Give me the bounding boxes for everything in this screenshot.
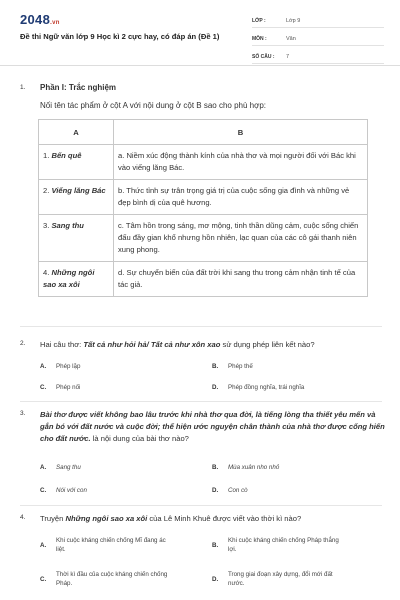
option-text-italic: Mùa xuân nho nhỏ — [228, 464, 280, 471]
option-text — [56, 486, 171, 495]
option-letter: D. — [212, 576, 219, 583]
table-row — [39, 215, 368, 262]
text-part: sử dụng phép liên kết nào? — [220, 340, 315, 349]
option-letter: C. — [40, 384, 47, 391]
option-text-italic: Sang thu — [56, 464, 81, 471]
text-part: của Lê Minh Khuê được viết vào thời kì nào? — [147, 514, 302, 523]
option-letter: B. — [212, 542, 219, 549]
question-text — [40, 339, 380, 351]
work-title: Sang thu — [51, 221, 84, 230]
meta-label: SỐ CÂU : — [252, 53, 275, 60]
meta-value: Lớp 9 — [286, 17, 301, 24]
option-text — [228, 486, 343, 495]
meta-row-subject — [252, 32, 384, 46]
question-number: 1. — [20, 84, 26, 91]
option-letter: A. — [40, 542, 47, 549]
row-number: 2. — [43, 186, 50, 195]
option-letter: C. — [40, 576, 47, 583]
table-cell-a — [39, 215, 114, 262]
quoted-text: Những ngôi sao xa xôi — [65, 514, 148, 523]
quoted-text: Bài thơ được viết không bao lâu trước khi nhà thơ qua đời, là tiếng lòng tha thiết yêu mến và gắn bó với đất nước và cuộc đời; thể hiện ước nguyện chân thành của nhà thơ được cống hiến cho đất nước. — [40, 410, 385, 443]
work-title: Bến quê — [51, 151, 82, 160]
meta-row-class — [252, 14, 384, 28]
option-text: Khi cuộc kháng chiến chống Mĩ đang ác liệt. — [56, 537, 166, 553]
row-number: 1. — [43, 151, 50, 160]
meta-value: Văn — [286, 35, 296, 42]
text-part: Truyện — [40, 514, 66, 523]
option-letter: D. — [212, 384, 219, 391]
work-title: Những ngôi sao xa xôi — [43, 268, 95, 289]
table-cell-b: b. Thức tỉnh sự trân trọng giá trị của cuộc sống gia đình và những vẻ đẹp bình dị của quê hương. — [114, 180, 368, 215]
table-cell-b: d. Sự chuyển biến của đất trời khi sang thu trong cảm nhận tinh tế của tác giả. — [114, 262, 368, 297]
question-number: 3. — [20, 410, 26, 417]
logo-text: 2048 — [20, 12, 51, 27]
option-text: Phép lặp — [56, 363, 81, 370]
part-title: Phần I: Trắc nghiệm — [40, 83, 117, 92]
table-row — [39, 180, 368, 215]
question-instruction: Nối tên tác phẩm ở cột A với nội dung ở cột B sao cho phù hợp: — [40, 101, 267, 110]
matching-table — [38, 119, 368, 297]
table-row — [39, 262, 368, 297]
table-cell-a — [39, 145, 114, 180]
document-title: Đề thi Ngữ văn lớp 9 Học kì 2 cực hay, có đáp án (Đề 1) — [20, 32, 220, 41]
page-header — [0, 0, 400, 66]
table-cell-a — [39, 262, 114, 297]
option-text-italic: Nói với con — [56, 487, 87, 494]
table-cell-b: a. Niềm xúc động thành kính của nhà thơ và mọi người đối với Bác khi vào viếng lăng Bác. — [114, 145, 368, 180]
table-header-row — [39, 120, 368, 145]
document-meta — [252, 14, 384, 68]
option-letter: B. — [212, 464, 219, 471]
work-title: Viếng lăng Bác — [51, 186, 106, 195]
divider — [20, 505, 382, 506]
option-letter: B. — [212, 363, 219, 370]
option-letter: A. — [40, 464, 47, 471]
meta-value: 7 — [286, 53, 290, 60]
option-text: Thời kì đầu của cuộc kháng chiến chống Pháp. — [56, 571, 168, 587]
meta-label: LỚP : — [252, 17, 266, 24]
column-header-b: B — [114, 120, 368, 145]
text-part: là nội dung của bài thơ nào? — [90, 434, 189, 443]
logo-suffix: .vn — [50, 20, 60, 26]
meta-label: MÔN : — [252, 35, 267, 42]
meta-row-question-count — [252, 50, 384, 64]
column-header-a: A — [39, 120, 114, 145]
option-text-italic: Con cò — [228, 487, 248, 494]
row-number: 4. — [43, 268, 50, 277]
option-text: Khi cuộc kháng chiến chống Pháp thắng lợi. — [228, 537, 339, 553]
option-text: Phép đồng nghĩa, trái nghĩa — [228, 384, 305, 391]
option-text: Trong giai đoạn xây dựng, đổi mới đất nước. — [228, 571, 333, 587]
question-text — [40, 513, 380, 525]
option-letter: A. — [40, 363, 47, 370]
option-text — [56, 463, 171, 472]
table-cell-a — [39, 180, 114, 215]
row-number: 3. — [43, 221, 50, 230]
divider — [20, 326, 382, 327]
site-logo[interactable] — [20, 12, 60, 27]
option-letter: C. — [40, 487, 47, 494]
option-text: Phép nối — [56, 384, 81, 391]
question-number: 4. — [20, 514, 26, 521]
table-row — [39, 145, 368, 180]
option-text — [228, 463, 343, 472]
option-letter: D. — [212, 487, 219, 494]
quoted-text: Tất cả như hỏi hả/ Tất cả như xôn xao — [83, 340, 221, 349]
divider — [20, 401, 382, 402]
table-cell-b: c. Tâm hồn trong sáng, mơ mộng, tinh thần dũng cảm, cuộc sống chiến đấu đầy gian khổ nhưng hồn nhiên, lạc quan của các cô gái thanh niên xung phong. — [114, 215, 368, 262]
text-part: Hai câu thơ: — [40, 340, 84, 349]
question-number: 2. — [20, 340, 26, 347]
option-text: Phép thế — [228, 363, 253, 370]
question-text — [40, 409, 385, 445]
